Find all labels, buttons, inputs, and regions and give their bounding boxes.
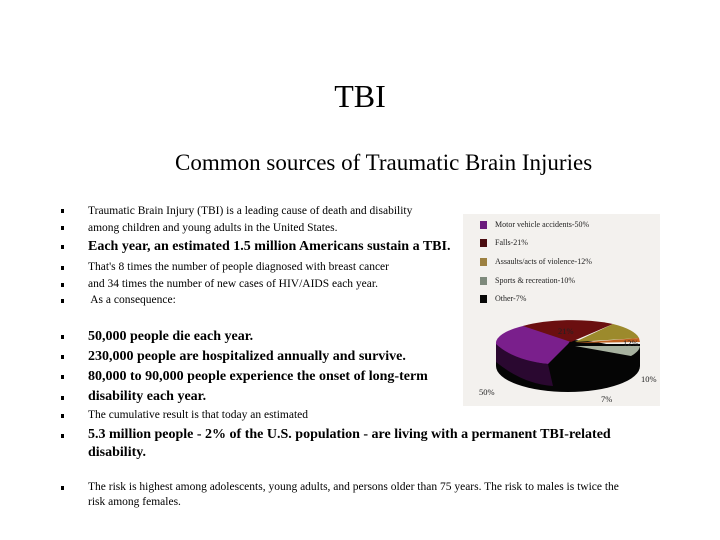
- slice-label: 50%: [479, 387, 495, 397]
- bullet-text: Each year, an estimated 1.5 million Americans sustain a TBI.: [88, 239, 451, 254]
- bullet-icon: [61, 226, 64, 230]
- bullet-text: 5.3 million people - 2% of the U.S. population - are living with a permanent TBI-related: [88, 427, 611, 442]
- slice-label: 12%: [623, 338, 639, 348]
- legend-label: Motor vehicle accidents-50%: [495, 220, 590, 229]
- slide-subtitle: Common sources of Traumatic Brain Injuries: [175, 150, 593, 175]
- pie-graphic: [463, 214, 660, 406]
- bullet-text: 80,000 to 90,000 people experience the onset of long-term: [88, 369, 428, 384]
- bullet-text-continued: risk among females.: [88, 496, 181, 508]
- bullet-icon: [61, 209, 64, 213]
- bullet-icon: [61, 414, 64, 418]
- bullet-icon: [61, 434, 64, 438]
- bullet-icon: [61, 486, 64, 490]
- bullet-icon: [61, 299, 64, 303]
- bullet-text: among children and young adults in the United States.: [88, 222, 338, 234]
- bullet-icon: [61, 375, 64, 379]
- slice-label: 10%: [641, 374, 657, 384]
- bullet-text: 230,000 people are hospitalized annually and survive.: [88, 349, 406, 364]
- bullet-text-continued: disability.: [88, 445, 146, 460]
- bullet-text: Traumatic Brain Injury (TBI) is a leading cause of death and disability: [88, 205, 413, 217]
- bullet-text: As a consequence:: [88, 294, 176, 306]
- legend-label: Other-7%: [495, 294, 527, 303]
- legend-label: Assaults/acts of violence-12%: [495, 257, 592, 266]
- slice-label: 7%: [601, 394, 613, 404]
- slide-title: TBI: [334, 78, 386, 114]
- bullet-icon: [61, 245, 64, 249]
- bullet-text: disability each year.: [88, 389, 207, 404]
- pie-chart-image: [463, 214, 660, 406]
- bullet-text: and 34 times the number of new cases of HIV/AIDS each year.: [88, 278, 378, 290]
- bullet-icon: [61, 266, 64, 270]
- bullet-icon: [61, 335, 64, 339]
- bullet-text: The cumulative result is that today an estimated: [88, 409, 309, 421]
- bullet-icon: [61, 396, 64, 400]
- legend-label: Sports & recreation-10%: [495, 276, 575, 285]
- slice-label: 21%: [558, 326, 574, 336]
- bullet-icon: [61, 283, 64, 287]
- bullet-text: The risk is highest among adolescents, young adults, and persons older than 75 years. The risk to males is twice the: [88, 481, 619, 493]
- bullet-text: 50,000 people die each year.: [88, 329, 254, 344]
- bullet-text: That's 8 times the number of people diagnosed with breast cancer: [88, 261, 389, 273]
- legend-label: Falls-21%: [495, 238, 528, 247]
- bullet-icon: [61, 355, 64, 359]
